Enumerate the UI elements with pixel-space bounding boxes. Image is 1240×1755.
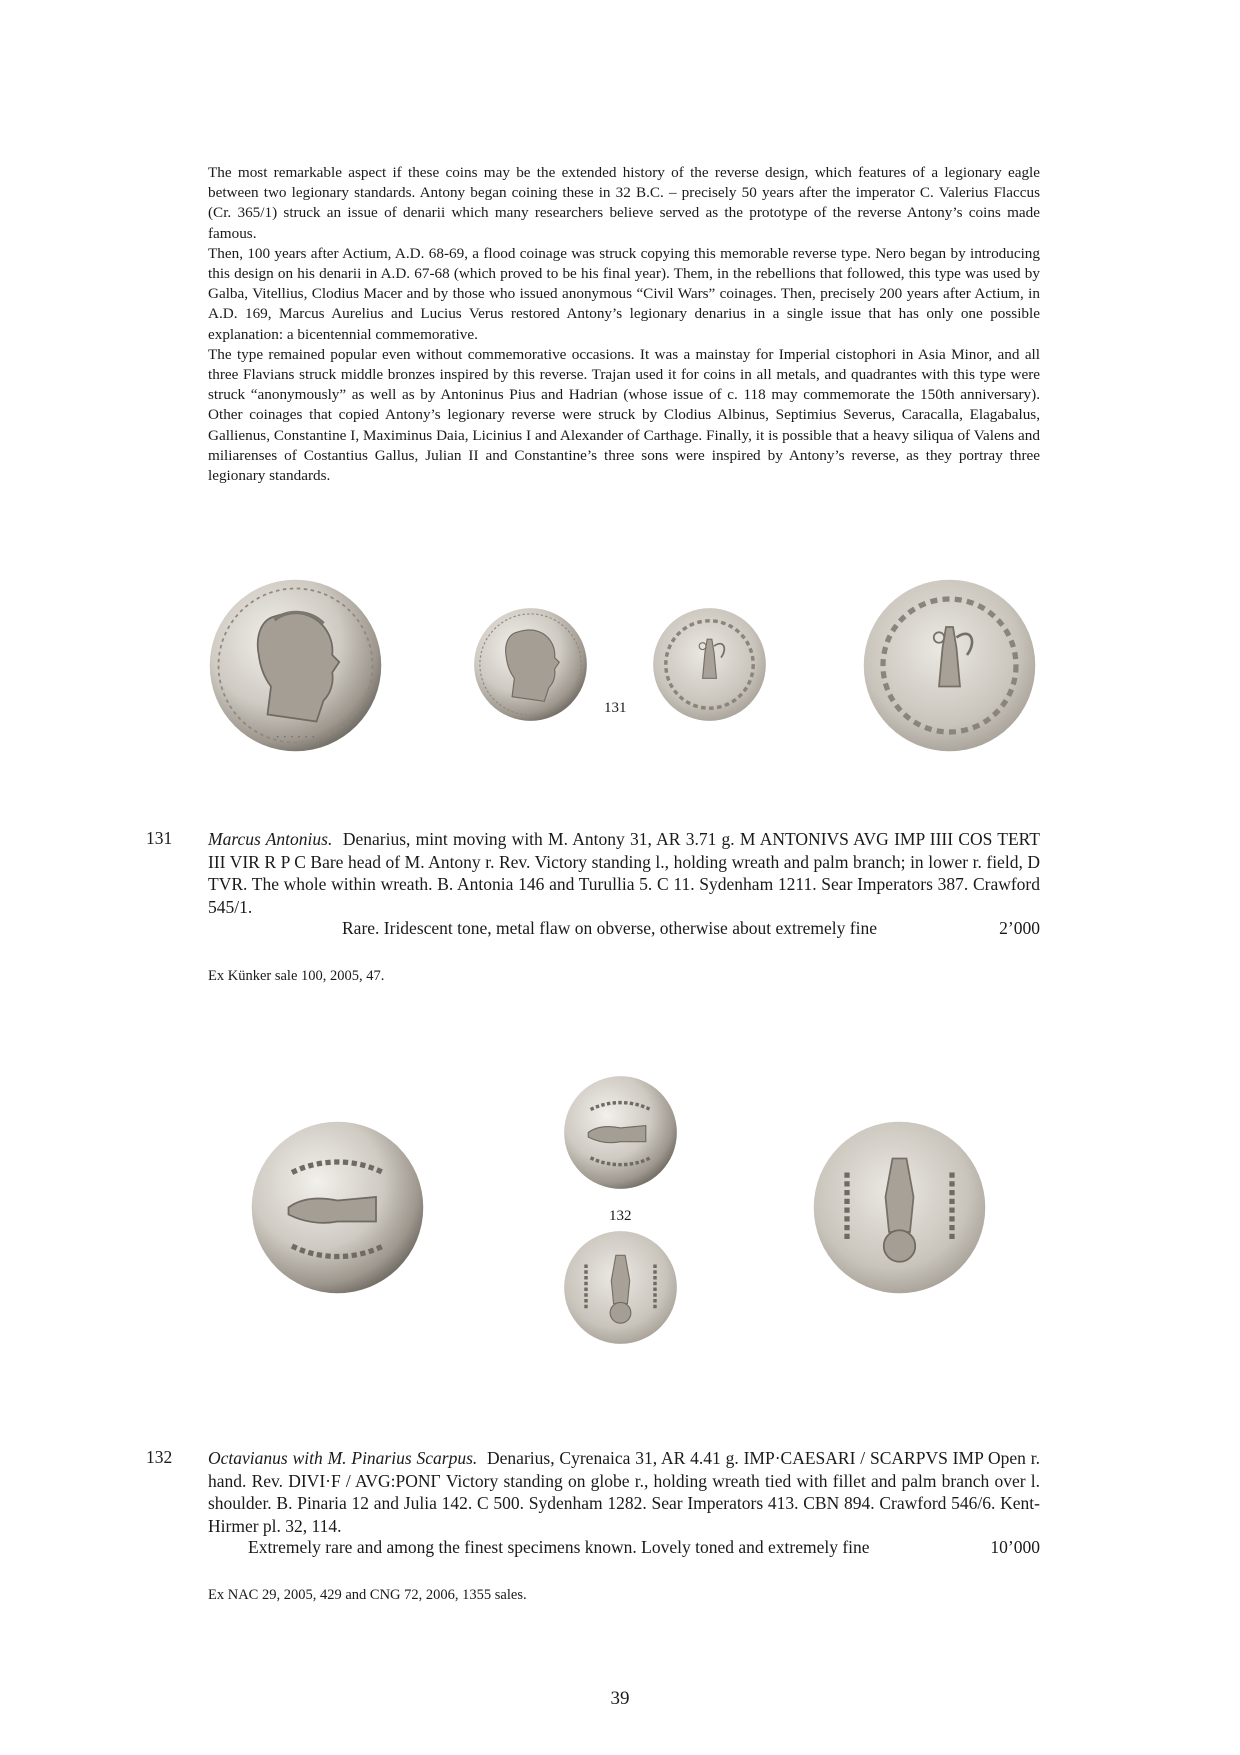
lot-description bbox=[208, 828, 1040, 918]
intro-text bbox=[208, 163, 1040, 486]
lot-condition: Rare. Iridescent tone, metal flaw on obverse, otherwise about extremely fine bbox=[342, 918, 878, 938]
lot-details: Denarius, Cyrenaica 31, AR 4.41 g. IMP·CAESARI / SCARPVS IMP Open r. hand. Rev. DIVI·F / AVG:PONΓ Victory standing on globe r., holding wreath tied with fillet and palm branch over l. shoulder. B. Pinaria 12 and Julia 142. C 500. Sydenham 1282. Sear Imperators 413. CBN 894. Crawford 546/6. Kent-Hirmer pl. 32, 114. bbox=[208, 1448, 1041, 1536]
victory-globe-reverse-small-icon bbox=[563, 1230, 678, 1345]
lot-price: 2’000 bbox=[999, 918, 1040, 938]
lot-number: 132 bbox=[146, 1447, 173, 1467]
plate-label: 132 bbox=[609, 1208, 632, 1224]
antony-head-obverse-large-icon bbox=[208, 578, 383, 753]
victory-wreath-reverse-small-icon bbox=[652, 607, 767, 722]
lot-description bbox=[208, 1447, 1040, 1537]
lot-condition: Extremely rare and among the finest specimens known. Lovely toned and extremely fine bbox=[248, 1537, 870, 1557]
lot-ruler: Octavianus with M. Pinarius Scarpus. bbox=[208, 1448, 478, 1468]
svg-text:· · · · · ·: · · · · · · bbox=[275, 729, 316, 744]
lot-details: Denarius, mint moving with M. Antony 31, AR 3.71 g. M ANTONIVS AVG IMP IIII COS TERT III VIR R P C Bare head of M. Antony r. Rev. Victory standing l., holding wreath and palm branch; in lower r. field, D TVR. The whole within wreath. B. Antonia 146 and Turullia 5. C 11. Sydenham 1211. Sear Imperators 387. Crawford 545/1. bbox=[208, 829, 1040, 917]
page-number: 39 bbox=[610, 1688, 630, 1709]
lot-provenance: Ex Künker sale 100, 2005, 47. bbox=[208, 968, 385, 984]
intro-paragraph: Then, 100 years after Actium, A.D. 68-69, a flood coinage was struck copying this memorable reverse type. Nero began by introducing this design on his denarii in A.D. 67-68 (which proved to be his final year). Them, in the rebellions that followed, this type was used by Galba, Vitellius, Clodius Macer and by those who issued anonymous “Civil Wars” coinages. Then, precisely 200 years after Actium, in A.D. 169, Marcus Aurelius and Lucius Verus restored Antony’s legionary denarius in a single issue that has only one possible explanation: a bicentennial commemorative. bbox=[208, 244, 1040, 343]
intro-paragraph: The type remained popular even without commemorative occasions. It was a mainstay for Imperial cistophori in Asia Minor, and all three Flavians struck middle bronzes inspired by this reverse. Trajan used it for coins in all metals, and quadrantes with this type were struck “anonymously” as well as by Antoninus Pius and Hadrian (whose issue of c. 118 may commemorate the 150th anniversary). Other coinages that copied Antony’s legionary reverse were struck by Clodius Albinus, Septimius Severus, Caracalla, Elagabalus, Gallienus, Constantine I, Maximinus Daia, Licinius I and Alexander of Carthage. Finally, it is possible that a heavy siliqua of Valens and miliarenses of Costantius Gallus, Julian II and Constantine’s three sons were inspired by Antony’s reverse, as they portray three legionary standards. bbox=[208, 345, 1040, 485]
antony-head-obverse-small-icon bbox=[473, 607, 588, 722]
open-hand-obverse-small-icon bbox=[563, 1075, 678, 1190]
lot-price: 10’000 bbox=[990, 1537, 1040, 1557]
intro-paragraph: The most remarkable aspect if these coins may be the extended history of the reverse design, which features of a legionary eagle between two legionary standards. Antony began coining these in 32 B.C. – precisely 50 years after the imperator C. Valerius Flaccus (Cr. 365/1) struck an issue of denarii which many researchers believe served as the prototype of the reverse Antony’s coins made famous. bbox=[208, 164, 1040, 242]
lot-number: 131 bbox=[146, 828, 173, 848]
lot-ruler: Marcus Antonius. bbox=[208, 829, 333, 849]
victory-wreath-reverse-large-icon bbox=[862, 578, 1037, 753]
lot-provenance: Ex NAC 29, 2005, 429 and CNG 72, 2006, 1355 sales. bbox=[208, 1587, 527, 1603]
victory-globe-reverse-large-icon bbox=[812, 1120, 987, 1295]
open-hand-obverse-large-icon bbox=[250, 1120, 425, 1295]
plate-label: 131 bbox=[604, 700, 627, 716]
